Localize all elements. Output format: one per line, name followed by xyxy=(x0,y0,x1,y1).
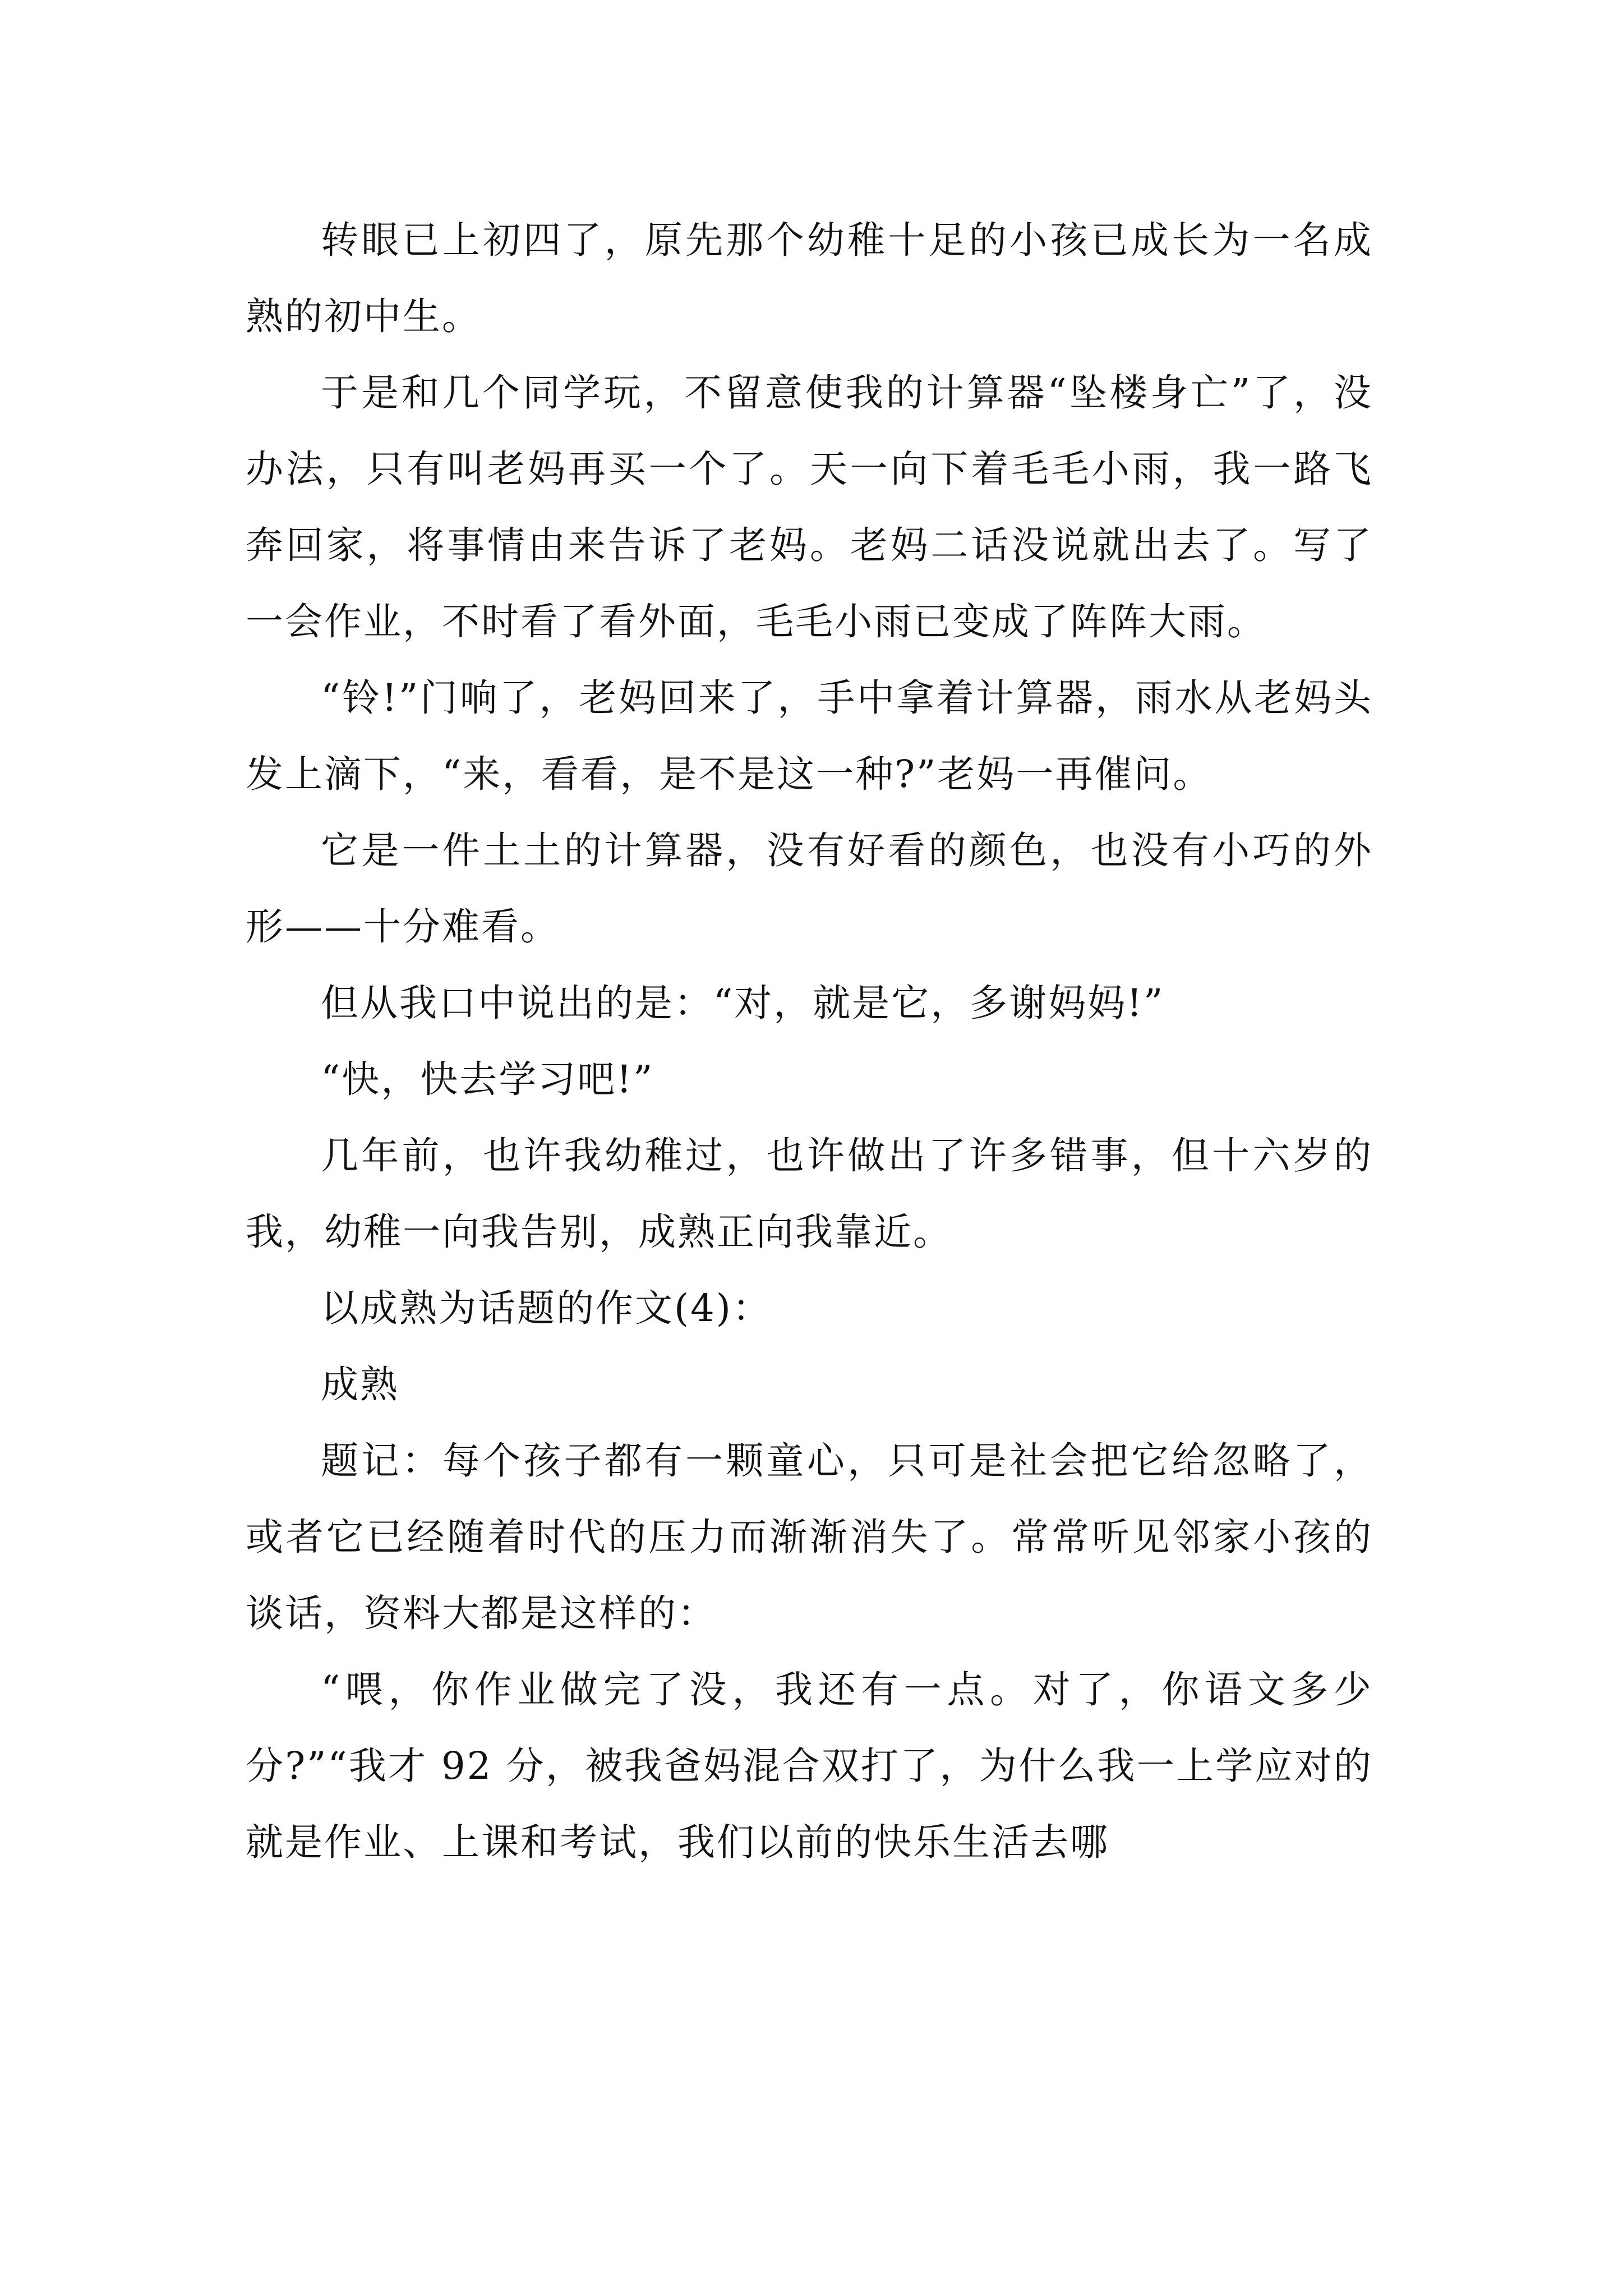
paragraph-dialogue: “喂，你作业做完了没，我还有一点。对了，你语文多少分?”“我才 92 分，被我爸妈混合双打了，为什么我一上学应对的就是作业、上课和考试，我们以前的快乐生活去哪 xyxy=(246,1668,1373,1864)
paragraph-2: 于是和几个同学玩，不留意使我的计算器“坠楼身亡”了，没办法，只有叫老妈再买一个了。天一向下着毛毛小雨，我一路飞奔回家，将事情由来告诉了老妈。老妈二话没说就出去了。写了一会作业，不时看了看外面，毛毛小雨已变成了阵阵大雨。 xyxy=(246,371,1373,643)
section-heading: 以成熟为话题的作文(4)： xyxy=(321,1286,772,1330)
paragraph-5: 但从我口中说出的是：“对，就是它，多谢妈妈!” xyxy=(321,981,1165,1025)
paragraph-7: 几年前，也许我幼稚过，也许做出了许多错事，但十六岁的我，幼稚一向我告别，成熟正向我靠近。 xyxy=(246,1134,1373,1254)
paragraph-6: “快，快去学习吧!” xyxy=(321,1057,654,1101)
document-body xyxy=(246,202,1373,1880)
paragraph-1: 转眼已上初四了，原先那个幼稚十足的小孩已成长为一名成熟的初中生。 xyxy=(246,218,1373,338)
paragraph-4: 它是一件土土的计算器，没有好看的颜色，也没有小巧的外形——十分难看。 xyxy=(246,829,1373,949)
paragraph-3: “铃!”门响了，老妈回来了，手中拿着计算器，雨水从老妈头发上滴下，“来，看看，是不是这一种?”老妈一再催问。 xyxy=(246,676,1373,796)
paragraph-epigraph: 题记：每个孩子都有一颗童心，只可是社会把它给忽略了，或者它已经随着时代的压力而渐渐消失了。常常听见邻家小孩的谈话，资料大都是这样的： xyxy=(246,1439,1373,1635)
essay-title: 成熟 xyxy=(321,1363,399,1406)
